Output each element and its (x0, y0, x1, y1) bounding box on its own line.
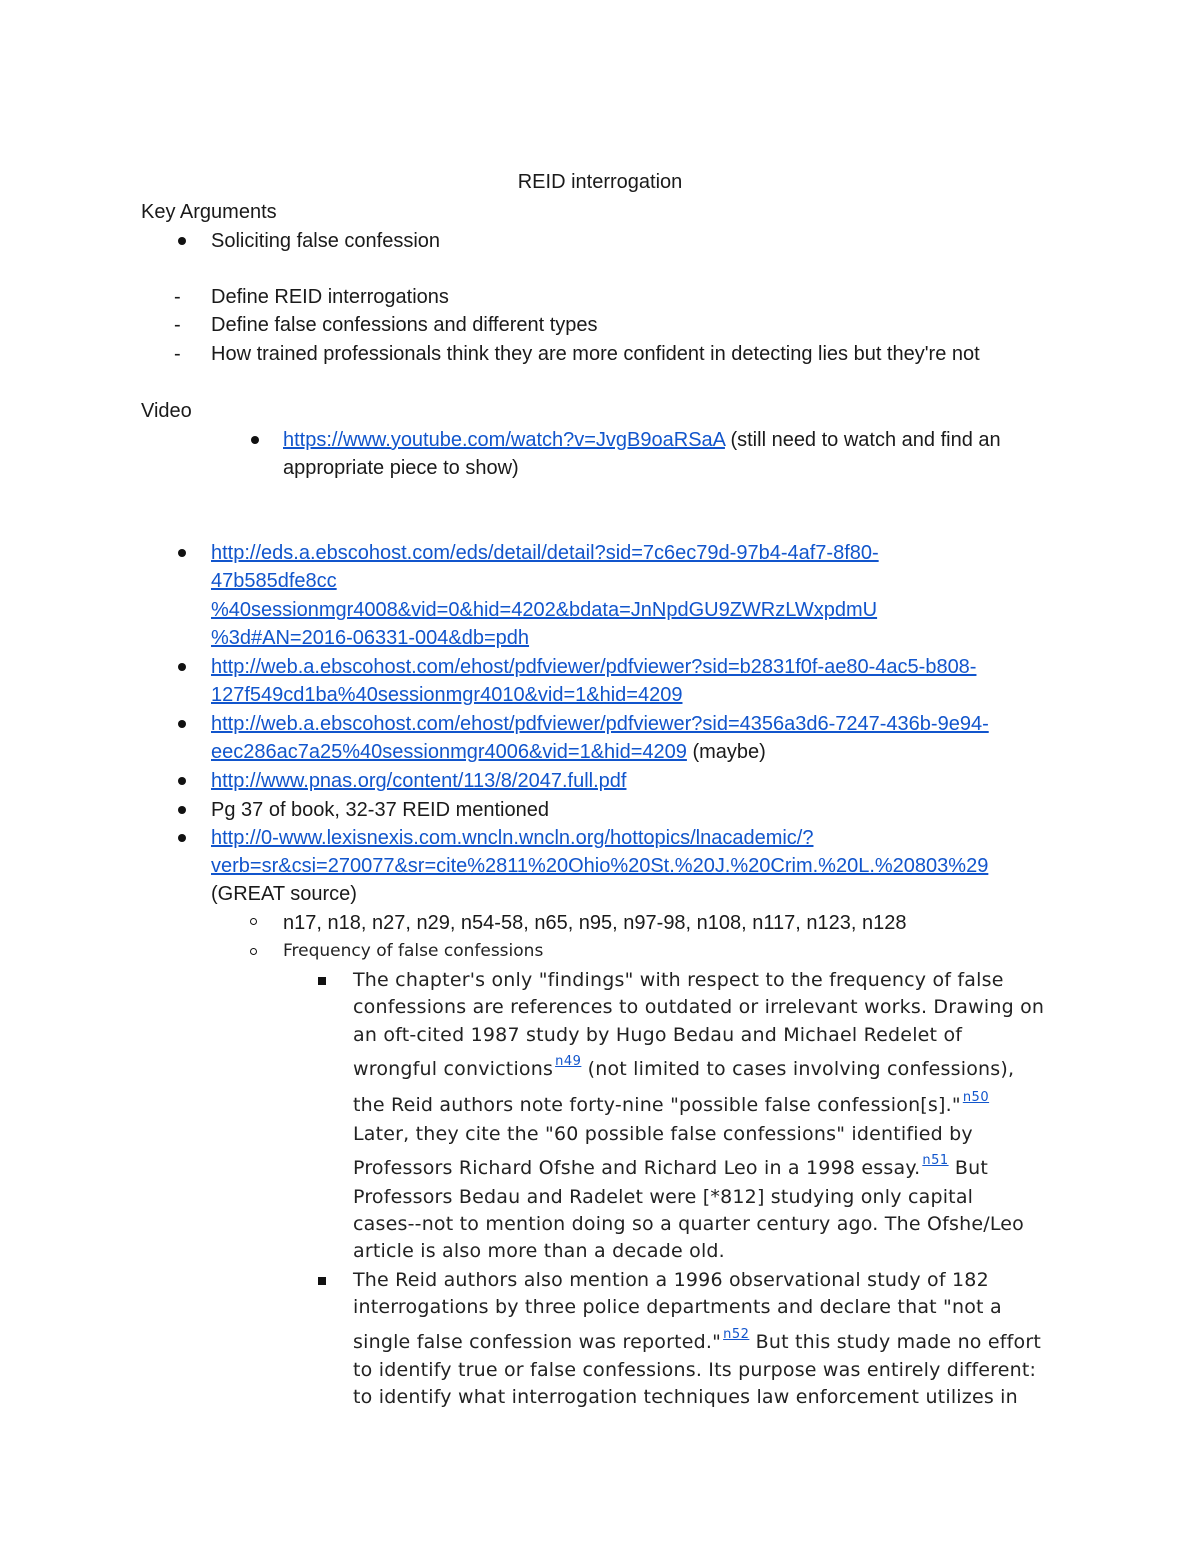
paragraph-line (353, 1153, 988, 1179)
paragraph-text: the Reid authors note forty-nine "possible false confession[s]." (353, 1094, 961, 1116)
dash-item: Define false confessions and different types (211, 314, 598, 336)
video-heading: Video (141, 400, 192, 422)
source-link-2[interactable]: 127f549cd1ba%40sessionmgr4010&vid=1&hid=4209 (211, 684, 683, 706)
footnote-link-n50[interactable]: n50 (962, 1090, 990, 1105)
source-link-1[interactable]: %3d#AN=2016-06331-004&db=pdh (211, 627, 530, 649)
paragraph-text: single false confession was reported." (353, 1331, 722, 1353)
frequency-heading: Frequency of false confessions (283, 941, 544, 961)
source-link-5[interactable]: http://0-www.lexisnexis.com.wncln.wncln.org/hottopics/lnacademic/? (211, 827, 814, 849)
paragraph-line (353, 1090, 990, 1116)
paragraph-text: (not limited to cases involving confessions), (581, 1058, 1015, 1080)
dash-item: How trained professionals think they are more confident in detecting lies but they're not (211, 343, 980, 365)
paragraph-line: confessions are references to outdated or irrelevant works. Drawing on (353, 996, 1045, 1018)
video-note: (still need to watch and find an (724, 429, 1001, 451)
key-argument-bullet: Soliciting false confession (211, 230, 441, 252)
paragraph-line: Professors Bedau and Radelet were [*812] studying only capital (353, 1186, 974, 1208)
circle-bullet-icon (250, 918, 257, 925)
bullet-dot-icon (178, 834, 186, 842)
bullet-dot-icon (178, 237, 186, 245)
paragraph-line: cases--not to mention doing so a quarter century ago. The Ofshe/Leo (353, 1213, 1024, 1235)
square-bullet-icon (318, 1277, 326, 1285)
paragraph-line: to identify what interrogation techniques law enforcement utilizes in (353, 1386, 1018, 1408)
source-note: (maybe) (686, 741, 766, 763)
paragraph-text: Professors Richard Ofshe and Richard Leo in a 1998 essay. (353, 1157, 921, 1179)
key-arguments-heading: Key Arguments (141, 201, 277, 223)
paragraph-line: interrogations by three police departments and declare that "not a (353, 1296, 1002, 1318)
paragraph-text: wrongful convictions (353, 1058, 554, 1080)
footnote-link-n52[interactable]: n52 (723, 1327, 750, 1342)
footnote-link-n49[interactable]: n49 (555, 1054, 582, 1069)
paragraph-line: to identify true or false confessions. Its purpose was entirely different: (353, 1359, 1037, 1381)
source-link-3[interactable]: http://web.a.ebscohost.com/ehost/pdfviewer/pdfviewer?sid=4356a3d6-7247-436b-9e94- (211, 713, 989, 735)
paragraph-line: an oft-cited 1987 study by Hugo Bedau and Michael Redelet of (353, 1024, 963, 1046)
source-link-1[interactable]: 47b585dfe8cc (211, 570, 337, 592)
footnote-link-n51[interactable]: n51 (922, 1153, 949, 1168)
paragraph-line (353, 1327, 1042, 1353)
source-link-3[interactable]: eec286ac7a25%40sessionmgr4006&vid=1&hid=4209 (211, 741, 687, 763)
source-link-5[interactable]: verb=sr&csi=270077&sr=cite%2811%20Ohio%20St.%20J.%20Crim.%20L.%20803%29 (211, 855, 989, 877)
circle-bullet-icon (250, 948, 257, 955)
bullet-dot-icon (178, 806, 186, 814)
source-link-2[interactable]: http://web.a.ebscohost.com/ehost/pdfviewer/pdfviewer?sid=b2831f0f-ae80-4ac5-b808- (211, 656, 977, 678)
paragraph-line: article is also more than a decade old. (353, 1240, 725, 1262)
dash-item: Define REID interrogations (211, 286, 449, 308)
book-reference: Pg 37 of book, 32-37 REID mentioned (211, 799, 549, 821)
source-link-4[interactable]: http://www.pnas.org/content/113/8/2047.full.pdf (211, 770, 627, 792)
source-link-1[interactable]: %40sessionmgr4008&vid=0&hid=4202&bdata=JnNpdGU9ZWRzLWxpdmU (211, 599, 878, 621)
bullet-dot-icon (251, 436, 259, 444)
bullet-dot-icon (178, 777, 186, 785)
bullet-dot-icon (178, 720, 186, 728)
video-note-continued: appropriate piece to show) (283, 457, 519, 479)
document-title: REID interrogation (517, 171, 683, 193)
square-bullet-icon (318, 977, 326, 985)
paragraph-text: But this study made no effort (749, 1331, 1042, 1353)
source-link-1[interactable]: http://eds.a.ebscohost.com/eds/detail/detail?sid=7c6ec79d-97b4-4af7-8f80- (211, 542, 879, 564)
paragraph-line: Later, they cite the "60 possible false confessions" identified by (353, 1123, 973, 1145)
video-item (283, 430, 1001, 450)
dash-icon: - (174, 286, 181, 308)
bullet-dot-icon (178, 549, 186, 557)
paragraph-line: The Reid authors also mention a 1996 observational study of 182 (353, 1269, 989, 1291)
paragraph-line: The chapter's only "findings" with respect to the frequency of false (353, 969, 1004, 991)
paragraph-text: But (948, 1157, 988, 1179)
footnote-list: n17, n18, n27, n29, n54-58, n65, n95, n97-98, n108, n117, n123, n128 (283, 912, 907, 934)
bullet-dot-icon (178, 663, 186, 671)
dash-icon: - (174, 314, 181, 336)
youtube-link[interactable]: https://www.youtube.com/watch?v=JvgB9oaRSaA (283, 429, 725, 451)
dash-icon: - (174, 343, 181, 365)
paragraph-line (353, 1054, 1015, 1080)
source-note: (GREAT source) (211, 883, 357, 905)
